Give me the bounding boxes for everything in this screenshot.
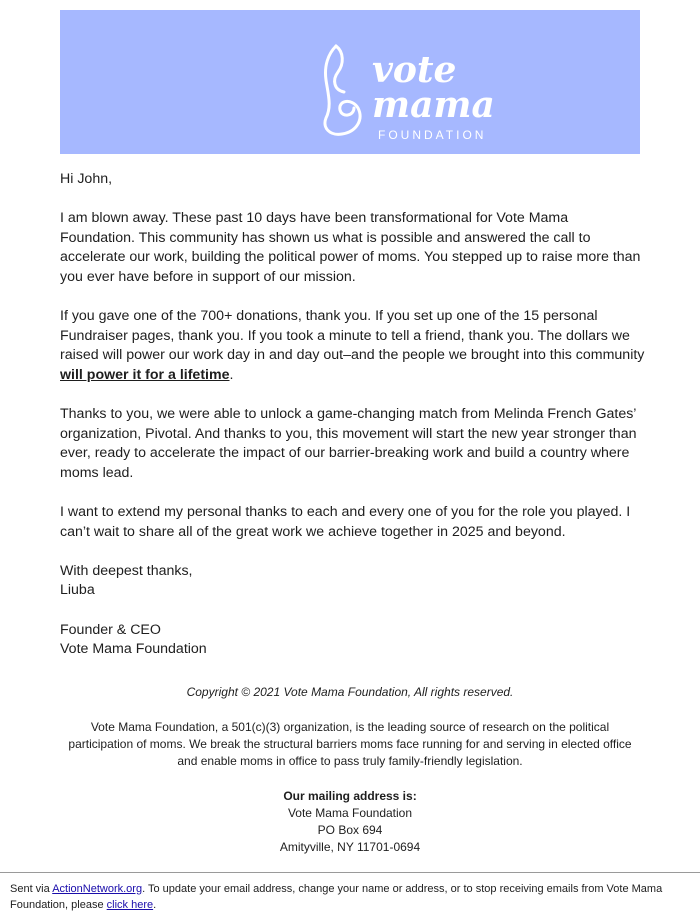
sent-via-label: Sent via (10, 883, 53, 895)
paragraph-3: Thanks to you, we were able to unlock a game-changing match from Melinda French Gates’ organization, Pivotal. And thanks to you, this movement will start the new year stronger than ever, ready to accelerate the impact of our barrier-breaking work and build a country where moms lead. (60, 406, 637, 481)
letter-body (60, 170, 645, 679)
address-line-3: Amityville, NY 11701-0694 (279, 840, 421, 854)
update-instructions: . To update your email address, change your name or address, or to stop receiving emails from Vote Mama Foundation, please (10, 883, 663, 911)
bottom-end: . (153, 898, 157, 911)
mailing-address-title: Our mailing address is: (283, 789, 417, 803)
org-description: Vote Mama Foundation, a 501(c)(3) organization, is the leading source of research on the political participation of moms. We break the structural barriers moms face running for and serving in elected office and enable moms in office to pass truly family-friendly legislation. (68, 720, 632, 768)
click-here-link[interactable]: click here (106, 898, 154, 911)
vote-mama-logo[interactable] (314, 40, 514, 144)
sign-off (60, 562, 645, 601)
copyright-notice: Copyright © 2021 Vote Mama Foundation, All rights reserved. (186, 685, 514, 699)
address-line-1: Vote Mama Foundation (287, 806, 413, 820)
brand-word-vote: vote (372, 49, 457, 91)
signature-block (60, 621, 645, 660)
logo-mark-icon (314, 40, 514, 144)
lifetime-link[interactable]: will power it for a lifetime (60, 366, 230, 383)
header-banner (60, 10, 640, 154)
action-network-link[interactable]: ActionNetwork.org (52, 883, 143, 895)
signer-org: Vote Mama Foundation (60, 641, 207, 658)
paragraph-2-end: . (229, 366, 234, 383)
paragraph-1: I am blown away. These past 10 days have been transformational for Vote Mama Foundation. This community has shown us what is possible and answered the call to accelerate our work, building the political power of moms. You stepped up to raise more than you ever have before in support of our mission. (60, 210, 641, 285)
address-line-2: PO Box 694 (317, 823, 383, 837)
unsubscribe-text (10, 882, 690, 913)
closing-line: With deepest thanks, (60, 562, 193, 579)
brand-word-mama: mama (372, 84, 495, 126)
mailing-address (60, 788, 640, 856)
paragraph-2 (60, 307, 645, 385)
unsubscribe-bar (0, 872, 700, 923)
brand-word-foundation: FOUNDATION (378, 128, 487, 142)
signer-name: Liuba (60, 582, 95, 599)
signer-title: Founder & CEO (60, 621, 161, 638)
paragraph-2-text: If you gave one of the 700+ donations, thank you. If you set up one of the 15 personal Fundraiser pages, thank you. If you took a minute to tell a friend, thank you. The dollars we raised will power our work day in and day out–and the people we brought into this community (60, 308, 645, 364)
email-footer (60, 684, 640, 856)
greeting: Hi John, (60, 171, 113, 187)
paragraph-4: I want to extend my personal thanks to each and every one of you for the role you played. I can’t wait to share all of the great work we achieve together in 2025 and beyond. (60, 504, 631, 540)
